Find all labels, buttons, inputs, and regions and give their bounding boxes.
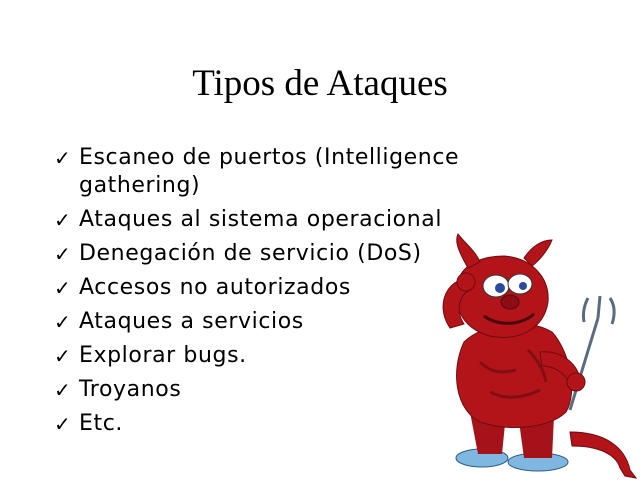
bullet-text: Escaneo de puertos (Intelligence gathering) bbox=[79, 145, 460, 198]
checkmark-icon: ✓ bbox=[54, 276, 72, 300]
bullet-item bbox=[52, 206, 502, 234]
bullet-text: Explorar bugs. bbox=[79, 343, 247, 368]
checkmark-icon: ✓ bbox=[54, 146, 72, 170]
bsd-daemon-icon bbox=[420, 232, 640, 480]
checkmark-icon: ✓ bbox=[54, 412, 72, 436]
bullet-text: Ataques a servicios bbox=[79, 309, 304, 334]
bullet-text: Accesos no autorizados bbox=[79, 275, 351, 300]
checkmark-icon: ✓ bbox=[54, 310, 72, 334]
bullet-text: Denegación de servicio (DoS) bbox=[79, 241, 422, 266]
slide-title: Tipos de Ataques bbox=[192, 63, 448, 104]
bullet-text: Troyanos bbox=[79, 377, 182, 402]
checkmark-icon: ✓ bbox=[54, 208, 72, 232]
bullet-text: Ataques al sistema operacional bbox=[79, 207, 443, 232]
bullet-item bbox=[52, 144, 502, 200]
checkmark-icon: ✓ bbox=[54, 344, 72, 368]
bullet-text: Etc. bbox=[79, 411, 124, 436]
checkmark-icon: ✓ bbox=[54, 242, 72, 266]
checkmark-icon: ✓ bbox=[54, 378, 72, 402]
